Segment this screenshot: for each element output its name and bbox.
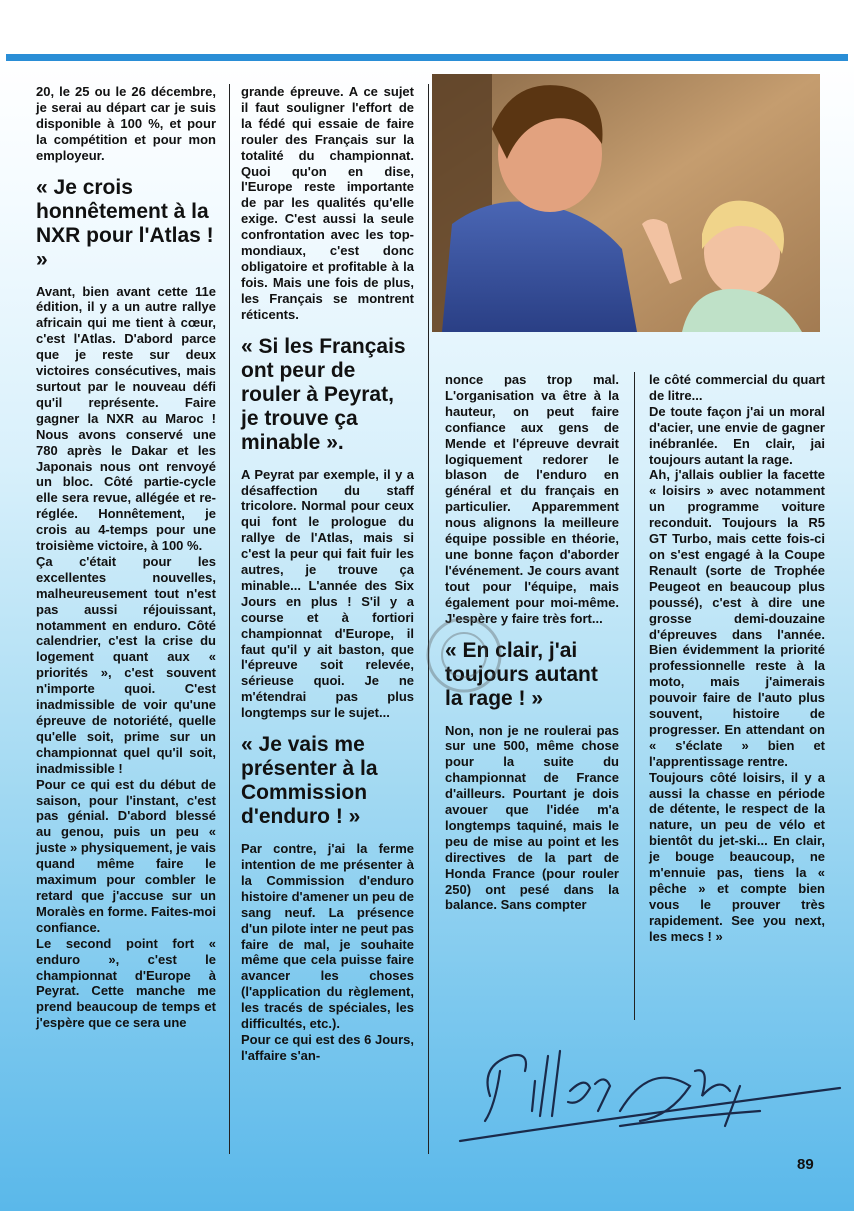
photo-man-with-child: [432, 74, 820, 332]
paragraph: nonce pas trop mal. L'organisation va être à la hauteur, on peut faire confiance aux gens de Mende et l'épreuve devrait logiquement redorer le blason de l'enduro en général et du français en particulier. Apparemment nous alignons la meilleure équipe possible en théorie, une bonne façon d'aborder l'événement. Je cours avant tout pour l'équipe, mais également pour moi-même. J'espère y faire très fort...: [445, 372, 619, 626]
article-column-4: [649, 372, 825, 945]
paragraph: Non, non je ne roulerai pas sur une 500, même chose pour la suite du championnat de France d'ailleurs. Pourtant je dois avouer que l'idée m'a longtemps taquiné, mais le peu de mise au point et les directives de la part de Honda France (pour rouler 250) ont pesé dans la balance. Sans compter: [445, 722, 619, 913]
pull-quote-heading: « Si les Français ont peur de rouler à Peyrat, je trouve ça minable ».: [241, 334, 406, 454]
paragraph: Pour ce qui est du début de saison, pour l'instant, c'est pas génial. D'abord blessé au genou, puis un peu « juste » physiquement, je vais quand même faire le maximum pour combler le retard que j'accuse sur un Moralès en forme. Faites-moi confiance.: [36, 776, 216, 935]
paragraph: Ça c'était pour les excellentes nouvelles, malheureusement tout n'est pas aussi réjouissant, notamment en enduro. Côté calendrier, c'est la crise du logement quant aux « priorités », c'est souvent n'importe quoi. C'est inadmissible de voir qu'une épreuve de notoriété, quelle qu'elle soit, prime sur un championnat quel qu'il soit, inadmissible !: [36, 553, 216, 776]
watermark-logo: [422, 612, 506, 698]
paragraph: 20, le 25 ou le 26 décembre, je serai au départ car je suis disponible à 100 %, et pour la compétition et pour mon employeur.: [36, 84, 216, 163]
paragraph: De toute façon j'ai un moral d'acier, une envie de gagner inébranlée. En clair, jai toujours autant la rage.: [649, 403, 825, 467]
signature: [440, 1026, 850, 1156]
paragraph: Pour ce qui est des 6 Jours, l'affaire s'an-: [241, 1031, 414, 1063]
pull-quote-heading: « Je vais me présenter à la Commission d'enduro ! »: [241, 733, 378, 829]
page-number: 89: [797, 1156, 814, 1173]
paragraph: Le second point fort « enduro », c'est le championnat d'Europe à Peyrat. Cette manche me prend beaucoup de temps et j'espère que ce sera une: [36, 935, 216, 1031]
paragraph: grande épreuve. A ce sujet il faut souligner l'effort de la fédé qui essaie de faire rouler des Français sur la totalité du championnat. Quoi qu'on en dise, l'Europe reste importante de par les qualités qu'elle exige. C'est aussi la seule confrontation avec les top-mondiaux, c'est donc obligatoire et profitable à la fois. Mais une fois de plus, les Français se montrent réticents.: [241, 84, 414, 322]
pull-quote-heading: « En clair, j'ai toujours autant la rage ! »: [445, 638, 598, 710]
paragraph: Ah, j'allais oublier la facette « loisirs » avec notamment un programme voiture reconduit. Toujours la R5 GT Turbo, mais cette fois-ci on s'est engagé à la Coupe Renault (sorte de Trophée Peugeot en beaucoup plus poussé), c'est à dire une grosse demi-douzaine d'épreuves dans l'année. Bien évidemment la priorité professionnelle reste à la moto, mais j'aimerais pouvoir faire de l'auto plus souvent, histoire de progresser. En attendant on « s'éclate » bien et l'apprentissage rentre.: [649, 467, 825, 769]
article-column-1: [36, 84, 216, 1031]
paragraph: Avant, bien avant cette 11e édition, il y a un autre rallye africain qui me tient à cœur, c'est l'Atlas. D'abord parce que je reste sur deux victoires consécutives, mais surtout par le nouveau défi qu'il représente. Faire gagner la NXR au Maroc ! Nous avons conservé une 780 après le Dakar et les Japonais nous ont renvoyé un bloc. Côté partie-cycle elle sera revue, allégée et re-réglée. Honnêtement, je crois au 4-temps pour une troisième victoire, à 100 %.: [36, 283, 216, 554]
column-divider: [634, 372, 635, 1020]
paragraph: A Peyrat par exemple, il y a désaffection du staff tricolore. Normal pour ceux qui font le prologue du rallye de l'Atlas, mais si c'est la peur qui fait fuir les autres, je trouve ça minable... L'année des Six Jours en plus ! S'il y a course et à fortiori championnat d'Europe, il faut qu'il y ait baston, que l'épreuve soit relevée, sérieuse quoi. Je ne m'étendrai pas plus longtemps sur le sujet...: [241, 466, 414, 721]
article-column-2: [241, 84, 414, 1064]
pull-quote-heading: « Je crois honnêtement à la NXR pour l'Atlas ! »: [36, 175, 214, 271]
column-divider: [229, 84, 230, 1154]
paragraph: le côté commercial du quart de litre...: [649, 372, 825, 403]
paragraph: Toujours côté loisirs, il y a aussi la chasse en période de détente, le respect de la nature, un peu de vélo et bientôt du jet-ski... En clair, je bouge beaucoup, ne m'ennuie pas, tiens la « pêche » et compte bien vous le prouver très rapidement. See you next, les mecs ! »: [649, 769, 825, 944]
paragraph: Par contre, j'ai la ferme intention de me présenter à la Commission d'enduro histoire d'amener un peu de sang neuf. La présence d'un pilote inter ne peut pas faire de mal, je souhaite même que cela puisse faire avancer les choses (l'application du règlement, les tracés de spéciales, les difficultés, etc.).: [241, 841, 414, 1032]
photo-illustration-icon: [432, 74, 820, 332]
top-rule: [6, 54, 848, 61]
